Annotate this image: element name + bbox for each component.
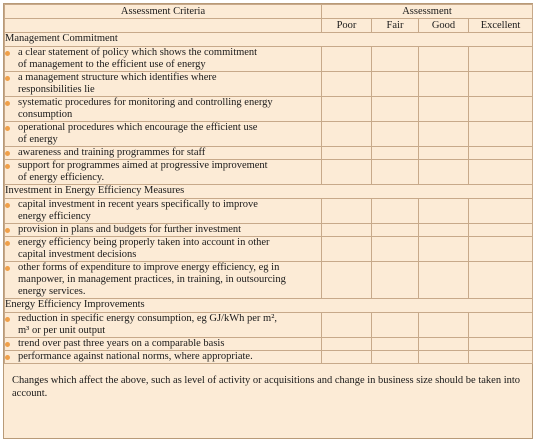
rating-cell-poor[interactable] — [322, 262, 372, 299]
criteria-line: operational procedures which encourage the efficient use — [18, 122, 258, 133]
criteria-text — [18, 72, 321, 96]
criteria-text — [18, 313, 321, 337]
criteria-line: support for programmes aimed at progressive improvement — [18, 160, 268, 171]
rating-cell-excellent[interactable] — [469, 313, 533, 338]
rating-cell-good[interactable] — [419, 160, 469, 185]
rating-cell-poor[interactable] — [322, 122, 372, 147]
rating-cell-fair[interactable] — [372, 237, 419, 262]
criteria-text — [18, 97, 321, 121]
criteria-row — [5, 338, 533, 351]
rating-cell-excellent[interactable] — [469, 224, 533, 237]
bullet-icon — [5, 51, 10, 56]
column-good: Good — [419, 19, 469, 33]
criteria-header: Assessment Criteria — [5, 5, 322, 19]
rating-cell-excellent[interactable] — [469, 262, 533, 299]
criteria-cell — [5, 338, 322, 351]
criteria-row — [5, 97, 533, 122]
rating-cell-excellent[interactable] — [469, 160, 533, 185]
criteria-line: m³ or per unit output — [18, 325, 106, 336]
criteria-text — [18, 351, 321, 363]
bullet-icon — [5, 76, 10, 81]
criteria-row — [5, 351, 533, 364]
rating-cell-good[interactable] — [419, 224, 469, 237]
criteria-row — [5, 313, 533, 338]
rating-cell-excellent[interactable] — [469, 199, 533, 224]
rating-cell-fair[interactable] — [372, 224, 419, 237]
criteria-cell — [5, 97, 322, 122]
rating-cell-poor[interactable] — [322, 237, 372, 262]
rating-cell-excellent[interactable] — [469, 338, 533, 351]
criteria-cell — [5, 72, 322, 97]
bullet-icon — [5, 164, 10, 169]
rating-cell-good[interactable] — [419, 237, 469, 262]
rating-cell-poor[interactable] — [322, 97, 372, 122]
rating-cell-fair[interactable] — [372, 47, 419, 72]
rating-cell-poor[interactable] — [322, 351, 372, 364]
rating-cell-poor[interactable] — [322, 147, 372, 160]
rating-cell-good[interactable] — [419, 47, 469, 72]
criteria-line: of management to the efficient use of energy — [18, 59, 206, 70]
criteria-line: awareness and training programmes for staff — [18, 147, 206, 158]
column-poor: Poor — [322, 19, 372, 33]
section-row — [5, 33, 533, 47]
assessment-sheet — [3, 3, 533, 439]
rating-cell-poor[interactable] — [322, 72, 372, 97]
criteria-text — [18, 199, 321, 223]
rating-cell-excellent[interactable] — [469, 147, 533, 160]
section-title: Energy Efficiency Improvements — [5, 299, 533, 313]
rating-cell-poor[interactable] — [322, 313, 372, 338]
section-row — [5, 299, 533, 313]
criteria-line: energy services. — [18, 286, 86, 297]
rating-cell-good[interactable] — [419, 199, 469, 224]
rating-cell-good[interactable] — [419, 313, 469, 338]
rating-cell-excellent[interactable] — [469, 237, 533, 262]
criteria-row — [5, 199, 533, 224]
criteria-line: reduction in specific energy consumption, eg GJ/kWh per m², — [18, 313, 277, 324]
rating-cell-fair[interactable] — [372, 147, 419, 160]
rating-cell-good[interactable] — [419, 351, 469, 364]
criteria-row — [5, 72, 533, 97]
rating-cell-fair[interactable] — [372, 199, 419, 224]
rating-cell-good[interactable] — [419, 262, 469, 299]
column-excellent: Excellent — [469, 19, 533, 33]
criteria-line: provision in plans and budgets for further investment — [18, 224, 242, 235]
criteria-cell — [5, 47, 322, 72]
bullet-icon — [5, 203, 10, 208]
rating-cell-fair[interactable] — [372, 72, 419, 97]
criteria-row — [5, 262, 533, 299]
criteria-row — [5, 147, 533, 160]
criteria-cell — [5, 224, 322, 237]
assessment-table — [4, 4, 533, 364]
criteria-cell — [5, 147, 322, 160]
bullet-icon — [5, 317, 10, 322]
criteria-cell — [5, 237, 322, 262]
bullet-icon — [5, 126, 10, 131]
criteria-line: trend over past three years on a comparable basis — [18, 338, 225, 349]
criteria-line: consumption — [18, 109, 73, 120]
rating-cell-fair[interactable] — [372, 338, 419, 351]
rating-cell-fair[interactable] — [372, 313, 419, 338]
criteria-header-spacer — [5, 19, 322, 33]
rating-cell-fair[interactable] — [372, 262, 419, 299]
criteria-text — [18, 122, 321, 146]
criteria-row — [5, 160, 533, 185]
criteria-line: capital investment in recent years specifically to improve — [18, 199, 258, 210]
rating-cell-poor[interactable] — [322, 224, 372, 237]
criteria-cell — [5, 122, 322, 147]
bullet-icon — [5, 266, 10, 271]
rating-cell-excellent[interactable] — [469, 47, 533, 72]
rating-cell-fair[interactable] — [372, 122, 419, 147]
criteria-text — [18, 224, 321, 236]
rating-cell-poor[interactable] — [322, 47, 372, 72]
criteria-line: energy efficiency — [18, 211, 91, 222]
bullet-icon — [5, 355, 10, 360]
bullet-icon — [5, 151, 10, 156]
bullet-icon — [5, 101, 10, 106]
criteria-text — [18, 338, 321, 350]
rating-cell-excellent[interactable] — [469, 122, 533, 147]
criteria-line: manpower, in management practices, in training, in outsourcing — [18, 274, 286, 285]
section-row — [5, 185, 533, 199]
rating-cell-excellent[interactable] — [469, 97, 533, 122]
criteria-text — [18, 147, 321, 159]
criteria-line: of energy efficiency. — [18, 172, 105, 183]
rating-cell-fair[interactable] — [372, 351, 419, 364]
section-title: Management Commitment — [5, 33, 533, 47]
criteria-line: responsibilities lie — [18, 84, 95, 95]
criteria-cell — [5, 351, 322, 364]
rating-cell-poor[interactable] — [322, 199, 372, 224]
criteria-row — [5, 47, 533, 72]
criteria-cell — [5, 160, 322, 185]
criteria-row — [5, 122, 533, 147]
criteria-line: a management structure which identifies where — [18, 72, 217, 83]
criteria-line: a clear statement of policy which shows the commitment — [18, 47, 258, 58]
bullet-icon — [5, 241, 10, 246]
rating-cell-good[interactable] — [419, 122, 469, 147]
criteria-text — [18, 160, 321, 184]
criteria-line: systematic procedures for monitoring and controlling energy — [18, 97, 273, 108]
criteria-text — [18, 237, 321, 261]
criteria-line: performance against national norms, where appropriate. — [18, 351, 253, 362]
criteria-cell — [5, 313, 322, 338]
rating-cell-excellent[interactable] — [469, 72, 533, 97]
rating-cell-fair[interactable] — [372, 97, 419, 122]
footnote: Changes which affect the above, such as level of activity or acquisitions and change in business size should be taken into account. — [12, 375, 521, 399]
column-fair: Fair — [372, 19, 419, 33]
section-title: Investment in Energy Efficiency Measures — [5, 185, 533, 199]
criteria-line: capital investment decisions — [18, 249, 137, 260]
rating-cell-poor[interactable] — [322, 160, 372, 185]
rating-cell-good[interactable] — [419, 147, 469, 160]
rating-cell-fair[interactable] — [372, 160, 419, 185]
bullet-icon — [5, 342, 10, 347]
rating-cell-good[interactable] — [419, 72, 469, 97]
criteria-row — [5, 224, 533, 237]
bullet-icon — [5, 228, 10, 233]
rating-cell-good[interactable] — [419, 97, 469, 122]
criteria-text — [18, 262, 321, 298]
rating-cell-good[interactable] — [419, 338, 469, 351]
criteria-line: of energy — [18, 134, 58, 145]
criteria-row — [5, 237, 533, 262]
assessment-header: Assessment — [322, 5, 533, 19]
rating-cell-excellent[interactable] — [469, 351, 533, 364]
criteria-cell — [5, 199, 322, 224]
criteria-cell — [5, 262, 322, 299]
criteria-text — [18, 47, 321, 71]
criteria-line: energy efficiency being properly taken into account in other — [18, 237, 270, 248]
rating-cell-poor[interactable] — [322, 338, 372, 351]
criteria-line: other forms of expenditure to improve energy efficiency, eg in — [18, 262, 280, 273]
